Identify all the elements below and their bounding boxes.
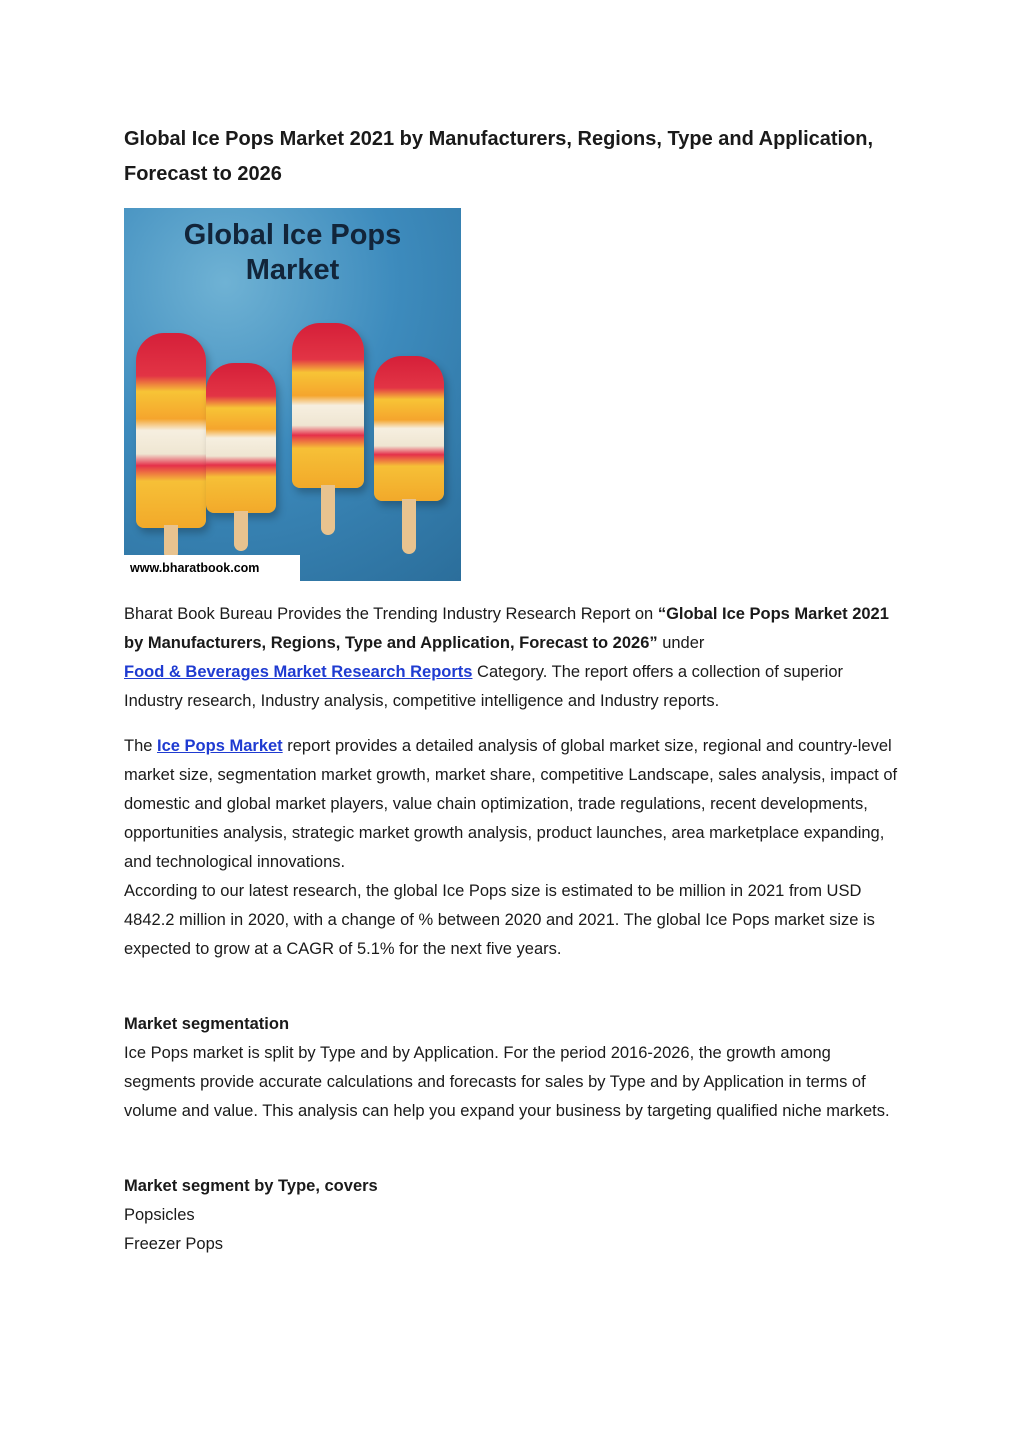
- analysis-paragraph: [124, 732, 899, 964]
- hero-title: [124, 218, 461, 288]
- hero-title-line-1: Global Ice Pops: [183, 219, 402, 251]
- page-title: Global Ice Pops Market 2021 by Manufacturers, Regions, Type and Application, Forecast to 2026: [124, 128, 874, 185]
- category-link[interactable]: Food & Beverages Market Research Reports: [124, 663, 473, 681]
- ice-pops-market-link[interactable]: Ice Pops Market: [157, 737, 283, 755]
- ice-pop-2: [206, 363, 276, 563]
- segmentation-body: Ice Pops market is split by Type and by Application. For the period 2016-2026, the growth among segments provide accurate calculations and forecasts for sales by Type and by Application in terms of volume and value. This analysis can help you expand your business by targeting qualified niche markets.: [124, 1044, 890, 1120]
- ice-pop-4: [374, 356, 444, 556]
- ice-pop-1: [136, 333, 206, 538]
- type-segment-section: [124, 1172, 899, 1259]
- intro-lead: Bharat Book Bureau Provides the Trending Industry Research Report on: [124, 605, 658, 623]
- type-item-freezer-pops: Freezer Pops: [124, 1235, 224, 1253]
- ice-pop-3: [292, 323, 364, 533]
- type-item-popsicles: Popsicles: [124, 1206, 195, 1224]
- intro-tail: Category. The report offers a collection of superior Industry research, Industry analysis, competitive intelligence and Industry reports.: [124, 663, 843, 710]
- intro-report-name: “Global Ice Pops Market 2021 by Manufacturers, Regions, Type and Application, Forecast to 2026”: [124, 605, 889, 652]
- intro-under: under: [657, 634, 705, 652]
- research-estimate: According to our latest research, the global Ice Pops size is estimated to be million in 2021 from USD 4842.2 million in 2020, with a change of % between 2020 and 2021. The global Ice Pops market size is expected to grow at a CAGR of 5.1% for the next five years.: [124, 882, 875, 958]
- hero-image: [124, 208, 461, 581]
- intro-paragraph: [124, 600, 899, 716]
- segmentation-section: [124, 1010, 899, 1126]
- hero-url-caption: www.bharatbook.com: [124, 555, 300, 581]
- segmentation-heading: Market segmentation: [124, 1015, 290, 1033]
- hero-title-line-2: Market: [245, 254, 340, 286]
- analysis-tail: report provides a detailed analysis of global market size, regional and country-level market size, segmentation market growth, market share, competitive Landscape, sales analysis, impact of domestic and global market players, value chain optimization, trade regulations, recent developments, opportunities analysis, strategic market growth analysis, product launches, area marketplace expanding, and technological innovations.: [124, 737, 898, 871]
- type-segment-heading: Market segment by Type, covers: [124, 1177, 378, 1195]
- analysis-lead: The: [124, 737, 158, 755]
